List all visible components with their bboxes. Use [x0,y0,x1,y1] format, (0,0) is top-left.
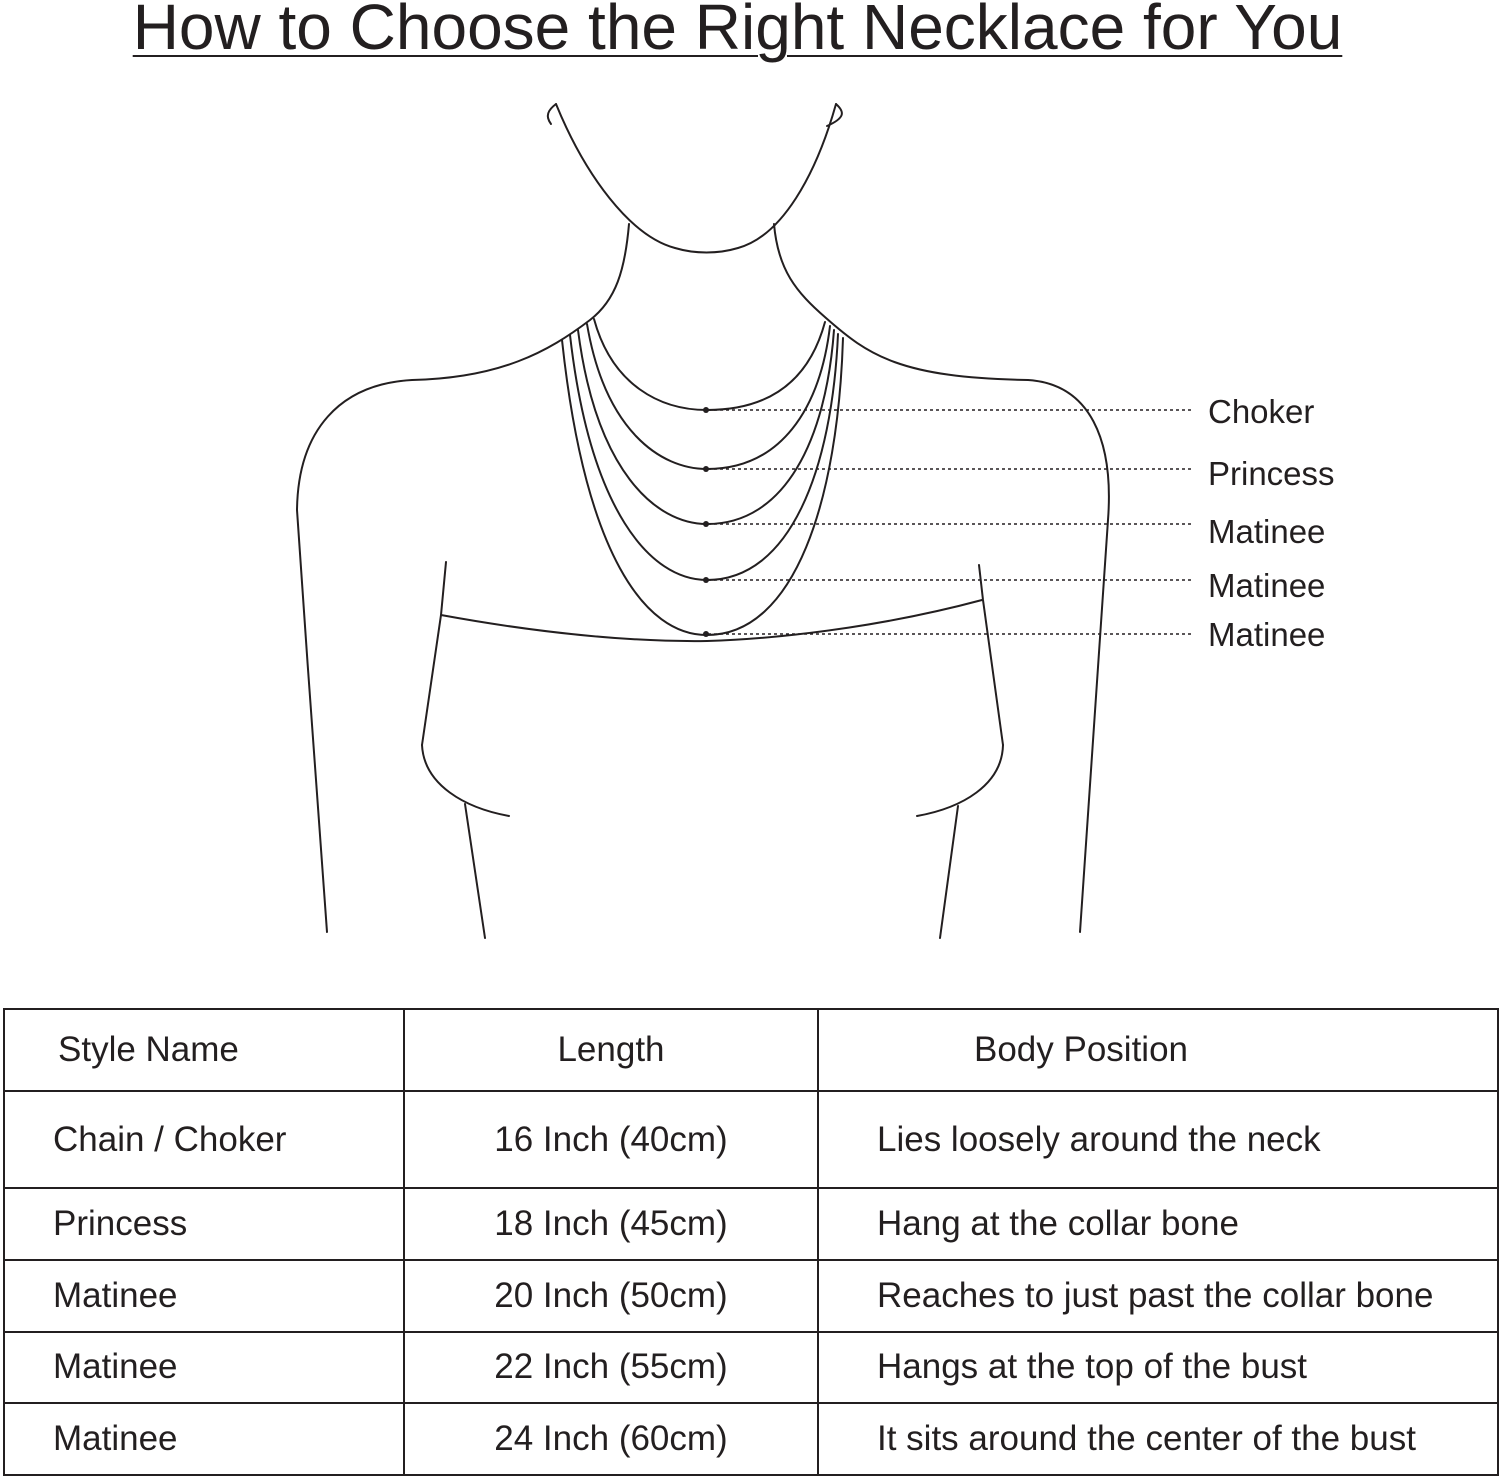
chain-choker [594,319,825,410]
position-cell: Reaches to just past the collar bone [818,1260,1498,1332]
label-matinee-22: Matinee [1208,567,1326,604]
table-row [4,1403,1498,1475]
style-cell: Chain / Choker [4,1091,404,1188]
table-row [4,1091,1498,1188]
style-cell: Matinee [4,1403,404,1475]
header-style-name: Style Name [4,1009,404,1091]
right-bust-curve [917,745,1003,816]
position-cell: Lies loosely around the neck [818,1091,1498,1188]
chain-matinee-22 [570,334,838,580]
label-matinee-20: Matinee [1208,513,1326,550]
left-bust-side [422,562,446,745]
left-ear [548,104,556,124]
label-princess: Princess [1208,455,1335,492]
left-waist [465,804,485,938]
position-cell: Hang at the collar bone [818,1188,1498,1260]
header-length: Length [404,1009,818,1091]
right-bust-side [979,565,1003,745]
header-body-position: Body Position [818,1009,1498,1091]
chain-matinee-20 [578,330,834,524]
chain-matinee-24 [562,338,843,635]
left-neck-shoulder [297,224,629,932]
table-row [4,1188,1498,1260]
position-cell: Hangs at the top of the bust [818,1332,1498,1404]
table-header-row [4,1009,1498,1091]
necklace-size-table [3,1008,1499,1476]
chain-princess [587,324,830,469]
style-cell: Matinee [4,1260,404,1332]
table-row [4,1260,1498,1332]
label-choker: Choker [1208,393,1315,430]
style-cell: Matinee [4,1332,404,1404]
length-cell: 20 Inch (50cm) [404,1260,818,1332]
right-waist [940,806,958,938]
position-cell: It sits around the center of the bust [818,1403,1498,1475]
length-cell: 18 Inch (45cm) [404,1188,818,1260]
length-cell: 24 Inch (60cm) [404,1403,818,1475]
right-neck-shoulder [774,224,1109,932]
table-row [4,1332,1498,1404]
page-title: How to Choose the Right Necklace for You [132,0,1343,63]
style-cell: Princess [4,1188,404,1260]
label-matinee-24: Matinee [1208,616,1326,653]
length-cell: 16 Inch (40cm) [404,1091,818,1188]
jawline [556,104,836,253]
length-cell: 22 Inch (55cm) [404,1332,818,1404]
